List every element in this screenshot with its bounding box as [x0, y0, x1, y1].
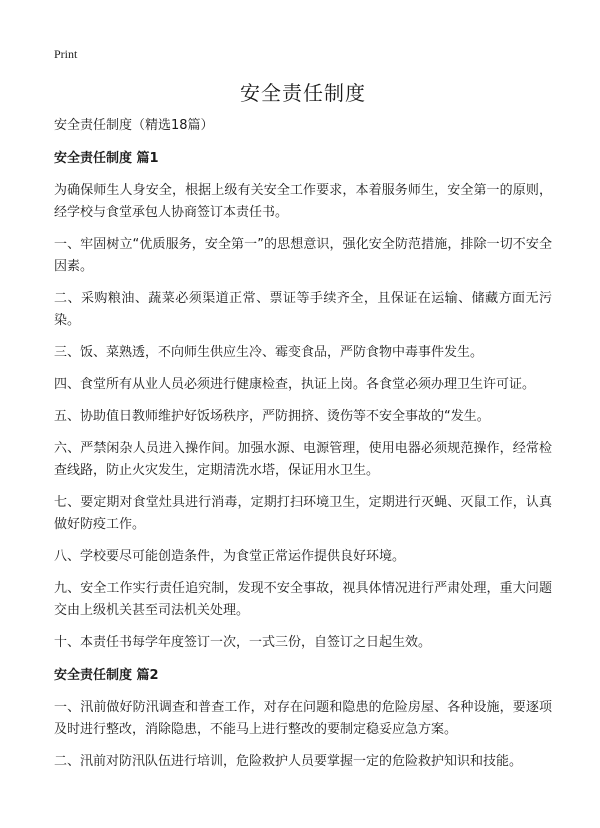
- print-link[interactable]: Print: [54, 47, 78, 61]
- section-heading: 安全责任制度 篇2: [54, 668, 159, 683]
- paragraph: 七、要定期对食堂灶具进行消毒，定期打扫环境卫生，定期进行灭蝇、灭鼠工作，认真做好防疫工作。: [54, 495, 552, 532]
- paragraph: 十、本责任书每学年度签订一次，一式三份，自签订之日起生效。: [54, 635, 432, 650]
- document-subtitle: 安全责任制度（精选18篇）: [54, 118, 214, 133]
- paragraph: 六、严禁闲杂人员进入操作间。加强水源、电源管理，使用电器必须规范操作，经常检查线路，防止火灾发生，定期清洗水塔，保证用水卫生。: [54, 441, 552, 478]
- paragraph: 二、采购粮油、蔬菜必须渠道正常、票证等手续齐全，且保证在运输、储藏方面无污染。: [54, 291, 552, 328]
- paragraph: 九、安全工作实行责任追究制，发现不安全事故，视具体情况进行严肃处理，重大问题交由上级机关甚至司法机关处理。: [54, 581, 552, 618]
- section-2: [54, 666, 552, 773]
- paragraph: 八、学校要尽可能创造条件，为食堂正常运作提供良好环境。: [54, 549, 406, 564]
- document-title: 安全责任制度: [240, 81, 366, 105]
- paragraph: 为确保师生人身安全，根据上级有关安全工作要求，本着服务师生，安全第一的原则，经学校与食堂承包人协商签订本责任书。: [54, 183, 552, 220]
- paragraph: 三、饭、菜熟透，不向师生供应生冷、霉变食品，严防食物中毒事件发生。: [54, 345, 484, 360]
- paragraph: 二、汛前对防汛队伍进行培训，危险救护人员要掌握一定的危险救护知识和技能。: [54, 754, 523, 769]
- paragraph: 五、协助值日教师维护好饭场秩序，严防拥挤、烫伤等不安全事故的“发生。: [54, 409, 490, 424]
- paragraph: 一、牢固树立“优质服务，安全第一”的思想意识，强化安全防范措施，排除一切不安全因素。: [54, 237, 552, 274]
- paragraph: 一、汛前做好防汛调查和普查工作，对存在问题和隐患的危险房屋、各种设施，要逐项及时进行整改，消除隐患，不能马上进行整改的要制定稳妥应急方案。: [54, 700, 552, 737]
- section-1: [54, 149, 552, 654]
- section-heading: 安全责任制度 篇1: [54, 151, 159, 166]
- paragraph: 四、食堂所有从业人员必须进行健康检查，执证上岗。各食堂必须办理卫生许可证。: [54, 377, 536, 392]
